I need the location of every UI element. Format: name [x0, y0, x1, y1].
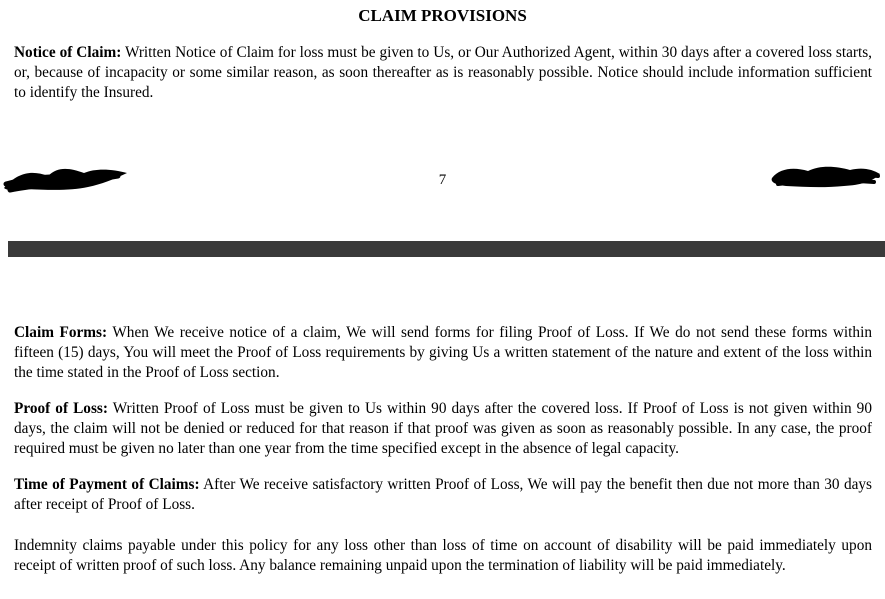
proof-of-loss-paragraph — [14, 399, 872, 459]
notice-of-claim-text: Written Notice of Claim for loss must be given to Us, or Our Authorized Agent, within 30 days after a covered loss starts, or, because of incapacity or some similar reason, as soon thereafter as is reasonably possible. Notice should include information sufficient to identify the Insured. — [14, 44, 872, 101]
indemnity-claims-text: Indemnity claims payable under this policy for any loss other than loss of time on account of disability will be paid immediately upon receipt of written proof of such loss. Any balance remaining unpaid upon the termination of liability will be paid immediately. — [14, 537, 872, 574]
claim-forms-paragraph — [14, 323, 872, 383]
section-title: CLAIM PROVISIONS — [358, 6, 527, 25]
proof-of-loss-heading: Proof of Loss: — [14, 400, 108, 417]
page-divider — [8, 241, 885, 257]
notice-of-claim-paragraph — [14, 43, 872, 103]
redaction-scribble-right — [764, 160, 884, 192]
claim-forms-heading: Claim Forms: — [14, 324, 108, 341]
time-of-payment-text: After We receive satisfactory written Proof of Loss, We will pay the benefit then due not more than 30 days after receipt of Proof of Loss. — [14, 476, 873, 513]
notice-of-claim-heading: Notice of Claim: — [14, 44, 122, 61]
proof-of-loss-text: Written Proof of Loss must be given to Us within 90 days after the covered loss. If Proof of Loss is not given within 90 days, the claim will not be denied or reduced for that reason if that proof was given as soon as reasonably possible. In any case, the proof required must be given no later than one year from the time specified except in the absence of legal capacity. — [14, 400, 872, 457]
page-number: 7 — [438, 172, 447, 188]
time-of-payment-paragraph — [14, 475, 872, 515]
claim-forms-text: When We receive notice of a claim, We will send forms for filing Proof of Loss. If We do not send these forms within fifteen (15) days, You will meet the Proof of Loss requirements by giving Us a written statement of the nature and extent of the loss within the time stated in the Proof of Loss section. — [14, 324, 872, 381]
time-of-payment-heading: Time of Payment of Claims: — [14, 476, 200, 493]
indemnity-claims-paragraph — [14, 536, 872, 576]
